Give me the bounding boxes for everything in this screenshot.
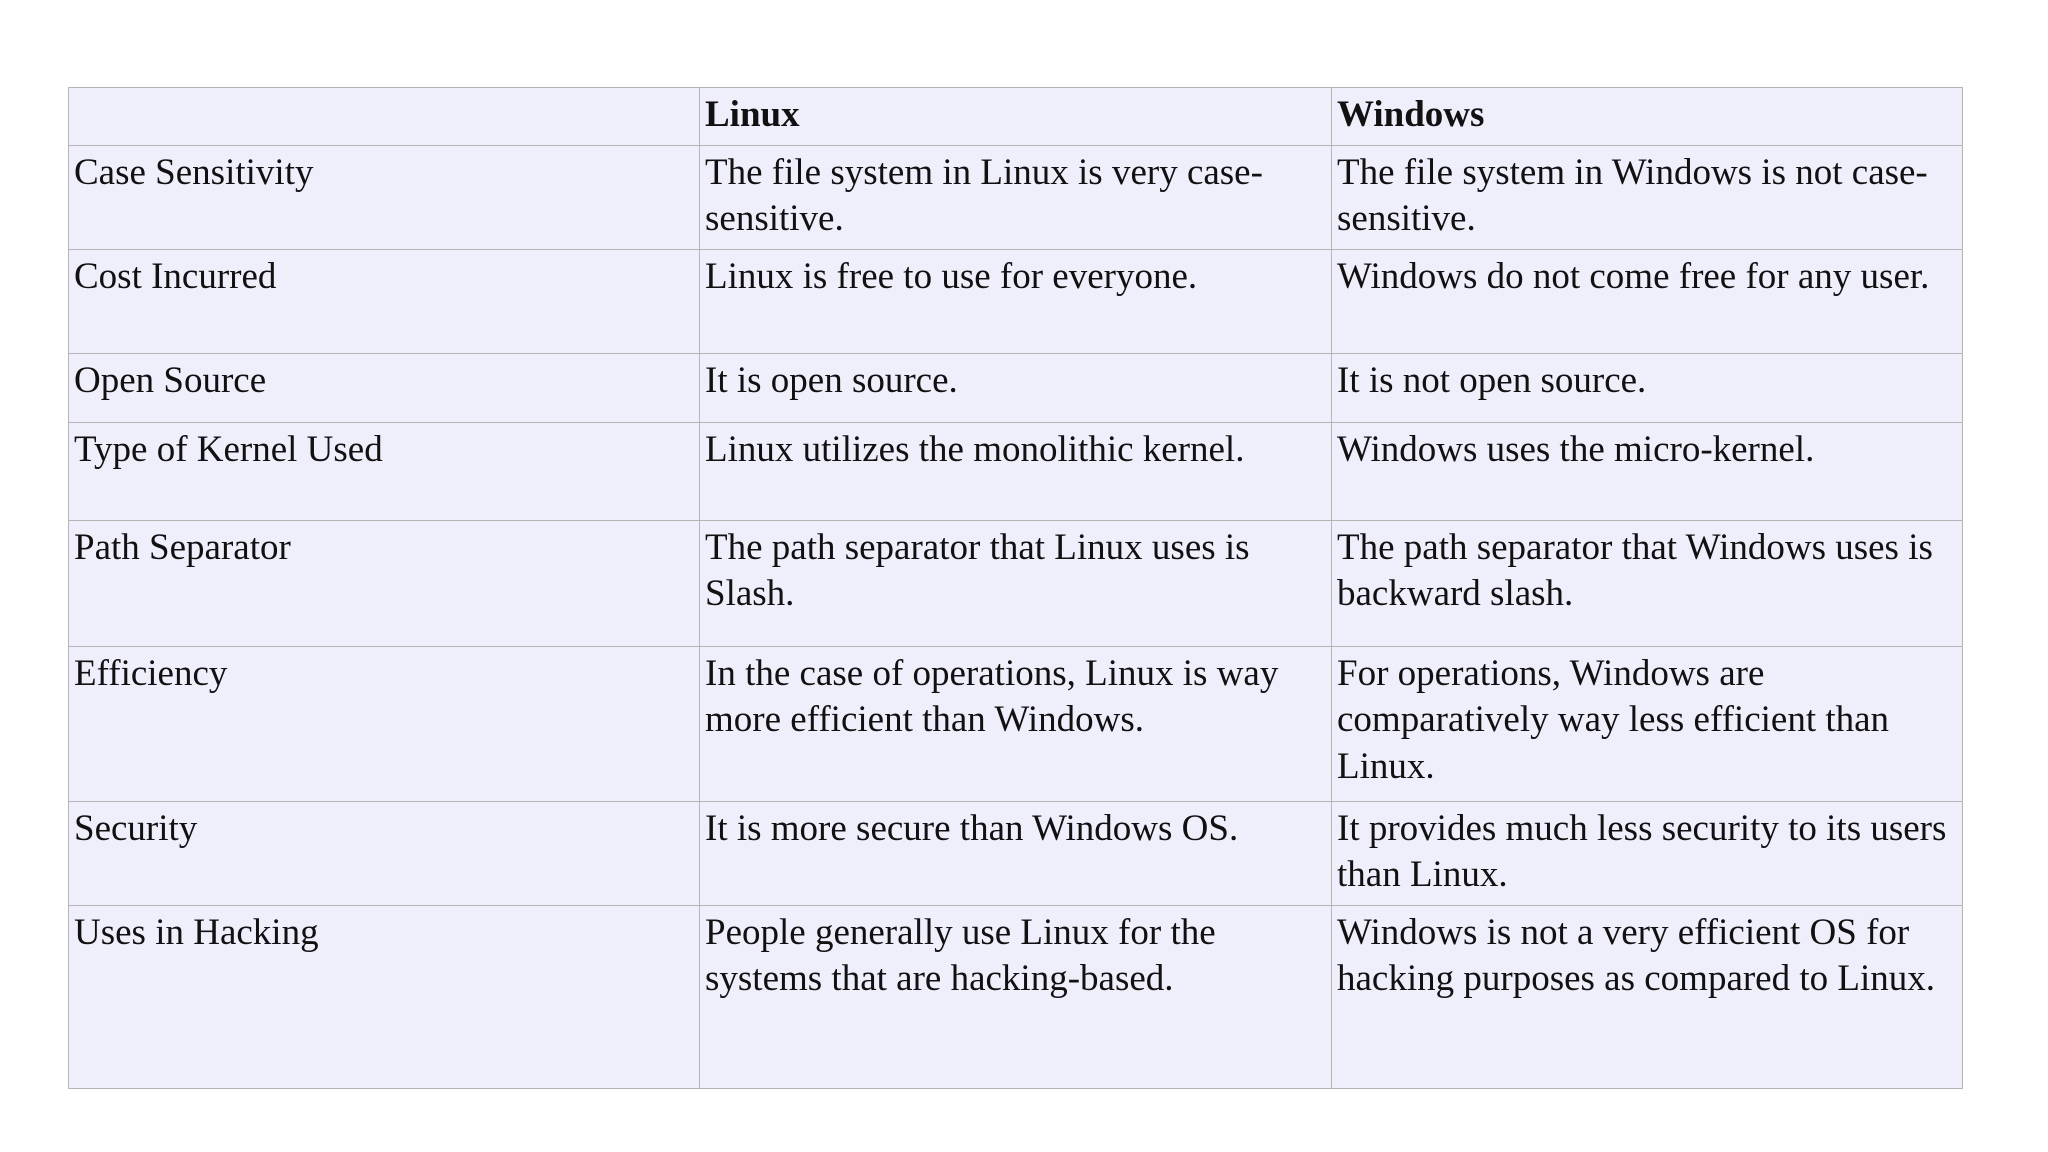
table-row [69, 249, 1963, 353]
comparison-table [68, 87, 1963, 1089]
table-row [69, 520, 1963, 646]
linux-cell: Linux is free to use for everyone. [700, 249, 1332, 353]
table-row [69, 145, 1963, 249]
header-row [69, 88, 1963, 146]
header-cell-windows: Windows [1332, 88, 1963, 146]
linux-cell: The file system in Linux is very case-sensitive. [700, 145, 1332, 249]
header-cell-feature [69, 88, 700, 146]
feature-cell: Cost Incurred [69, 249, 700, 353]
windows-cell: Windows do not come free for any user. [1332, 249, 1963, 353]
windows-cell: The path separator that Windows uses is backward slash. [1332, 520, 1963, 646]
feature-cell: Case Sensitivity [69, 145, 700, 249]
feature-cell: Security [69, 801, 700, 905]
table-row [69, 905, 1963, 1088]
feature-cell: Open Source [69, 353, 700, 422]
header-cell-linux: Linux [700, 88, 1332, 146]
table-row [69, 353, 1963, 422]
linux-cell: It is open source. [700, 353, 1332, 422]
table-row [69, 801, 1963, 905]
linux-cell: It is more secure than Windows OS. [700, 801, 1332, 905]
feature-cell: Efficiency [69, 646, 700, 801]
windows-cell: Windows is not a very efficient OS for hacking purposes as compared to Linux. [1332, 905, 1963, 1088]
linux-cell: People generally use Linux for the systems that are hacking-based. [700, 905, 1332, 1088]
linux-cell: Linux utilizes the monolithic kernel. [700, 422, 1332, 520]
table-row [69, 646, 1963, 801]
feature-cell: Type of Kernel Used [69, 422, 700, 520]
table-row [69, 422, 1963, 520]
linux-cell: In the case of operations, Linux is way more efficient than Windows. [700, 646, 1332, 801]
feature-cell: Path Separator [69, 520, 700, 646]
windows-cell: Windows uses the micro-kernel. [1332, 422, 1963, 520]
windows-cell: The file system in Windows is not case-sensitive. [1332, 145, 1963, 249]
feature-cell: Uses in Hacking [69, 905, 700, 1088]
windows-cell: It is not open source. [1332, 353, 1963, 422]
linux-cell: The path separator that Linux uses is Slash. [700, 520, 1332, 646]
windows-cell: For operations, Windows are comparatively way less efficient than Linux. [1332, 646, 1963, 801]
windows-cell: It provides much less security to its users than Linux. [1332, 801, 1963, 905]
